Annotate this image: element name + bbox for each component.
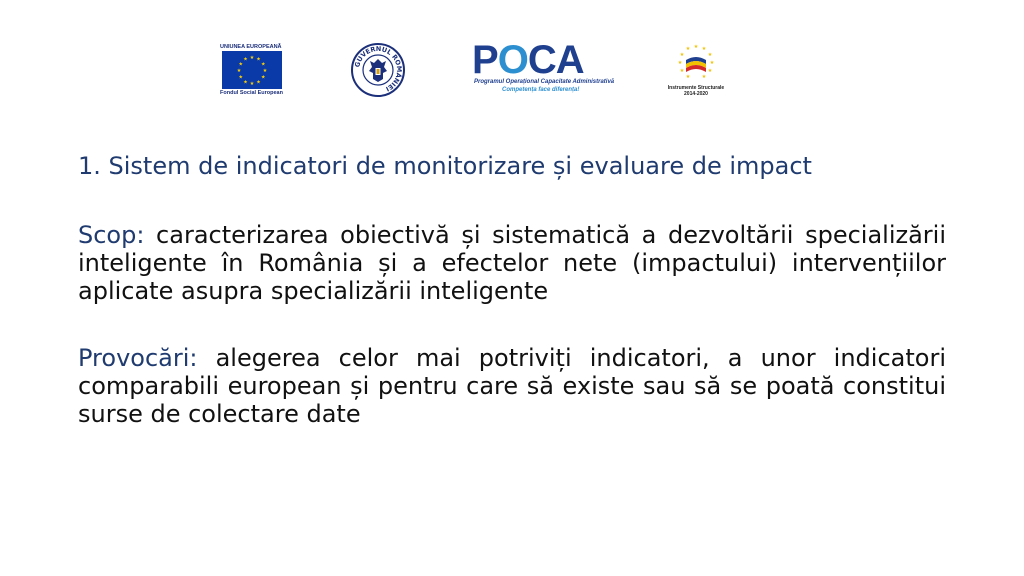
provocari-label: Provocări: xyxy=(78,344,198,372)
svg-text:★: ★ xyxy=(236,68,242,74)
svg-text:★: ★ xyxy=(261,74,266,81)
scop-label: Scop: xyxy=(78,221,145,249)
poca-logo xyxy=(472,38,615,98)
svg-text:★: ★ xyxy=(256,56,261,63)
svg-text:★: ★ xyxy=(707,52,713,58)
svg-text:★: ★ xyxy=(261,61,266,68)
svg-text:★: ★ xyxy=(709,60,715,66)
eu-logo xyxy=(220,44,284,96)
svg-text:★: ★ xyxy=(679,68,685,74)
government-logo xyxy=(350,42,406,98)
svg-text:★: ★ xyxy=(249,55,255,61)
eu-logo-top-text: UNIUNEA EUROPEANĂ xyxy=(220,44,282,50)
provocari-paragraph xyxy=(78,344,946,428)
government-ring-text: GUVERNUL ROMÂNIEI xyxy=(353,44,404,93)
poca-letter: C xyxy=(527,38,556,82)
poca-tagline: Programul Operațional Capacitate Administrativă xyxy=(474,79,615,85)
logo-strip xyxy=(0,0,1024,110)
svg-text:★: ★ xyxy=(262,68,268,74)
svg-text:★: ★ xyxy=(685,46,691,52)
eu-stars-icon xyxy=(222,51,282,89)
poca-wordmark xyxy=(472,40,584,80)
svg-text:★: ★ xyxy=(256,79,261,86)
svg-text:★: ★ xyxy=(701,46,707,52)
svg-text:★: ★ xyxy=(243,79,248,86)
instrumente-structurale-label: Instrumente Structurale xyxy=(667,85,725,91)
slide-heading: 1. Sistem de indicatori de monitorizare și evaluare de impact xyxy=(78,152,812,180)
svg-text:★: ★ xyxy=(685,74,691,80)
instrumente-structurale-logo xyxy=(664,40,728,100)
poca-letter: A xyxy=(555,38,584,82)
provocari-text: alegerea celor mai potriviți indicatori, a unor indicatori comparabili european și pentru care să existe sau să se poată constitui surse de colectare date xyxy=(78,344,946,428)
scop-paragraph xyxy=(78,221,946,305)
poca-letter: O xyxy=(497,38,528,82)
svg-text:★: ★ xyxy=(238,61,243,68)
eu-flag-icon xyxy=(222,51,282,89)
svg-text:★: ★ xyxy=(679,52,685,58)
instrumente-structurale-period: 2014-2020 xyxy=(684,91,708,97)
svg-text:★: ★ xyxy=(238,74,243,81)
svg-text:★: ★ xyxy=(693,44,699,50)
svg-text:★: ★ xyxy=(707,68,713,74)
svg-text:★: ★ xyxy=(243,56,248,63)
eu-logo-bottom-text: Fondul Social European xyxy=(220,90,283,96)
slide-content xyxy=(78,150,946,428)
svg-text:★: ★ xyxy=(677,60,683,66)
poca-letter: P xyxy=(472,38,498,82)
svg-text:★: ★ xyxy=(249,81,255,87)
instrumente-structurale-icon xyxy=(664,40,728,84)
svg-text:★: ★ xyxy=(701,74,707,80)
poca-motto: Competența face diferența! xyxy=(502,87,580,93)
scop-text: caracterizarea obiectivă și sistematică a dezvoltării specializării inteligente în România și a efectelor nete (impactului) intervențiilor aplicate asupra specializării inteligente xyxy=(78,221,946,305)
government-seal-icon xyxy=(350,42,406,98)
